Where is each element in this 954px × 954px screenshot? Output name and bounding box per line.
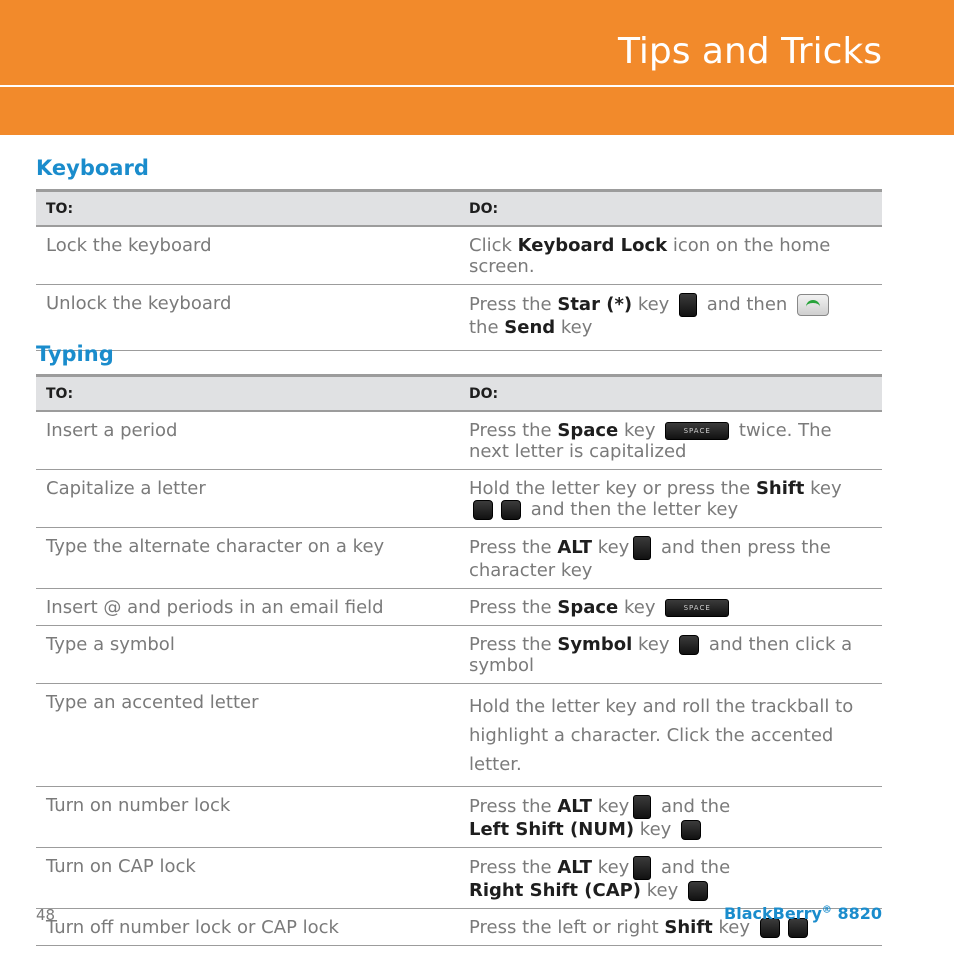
row-task: Turn on CAP lock bbox=[36, 848, 459, 909]
alt-key-icon bbox=[633, 536, 651, 560]
row-task: Insert @ and periods in an email field bbox=[36, 589, 459, 626]
row-task: Lock the keyboard bbox=[36, 226, 459, 285]
column-header-to: TO: bbox=[36, 376, 459, 412]
star-key-icon bbox=[679, 293, 697, 317]
row-action: Click Keyboard Lock icon on the home screen. bbox=[459, 226, 882, 285]
row-action: Press the Symbol key and then click a symbol bbox=[459, 626, 882, 684]
page-number: 48 bbox=[36, 906, 56, 924]
table-row bbox=[36, 226, 882, 285]
section-heading-keyboard: Keyboard bbox=[36, 156, 149, 180]
column-header-do: DO: bbox=[459, 191, 882, 227]
space-key-icon: SPACE bbox=[665, 422, 729, 440]
row-action: Press the Star (*) key and then the Send key bbox=[459, 285, 882, 351]
row-action: Press the left or right Shift key bbox=[459, 909, 882, 946]
right-shift-key-icon bbox=[501, 500, 521, 520]
section-heading-typing: Typing bbox=[36, 342, 114, 366]
page-title: Tips and Tricks bbox=[617, 31, 882, 72]
table-row bbox=[36, 411, 882, 470]
row-task: Unlock the keyboard bbox=[36, 285, 459, 351]
row-action: Hold the letter key and roll the trackball to highlight a character. Click the accented letter. bbox=[459, 684, 882, 787]
row-action: Press the ALT key and the Right Shift (CAP) key bbox=[459, 848, 882, 909]
row-task: Type a symbol bbox=[36, 626, 459, 684]
table-header-row bbox=[36, 376, 882, 412]
table-row bbox=[36, 470, 882, 528]
symbol-key-icon bbox=[679, 635, 699, 655]
table-row bbox=[36, 589, 882, 626]
column-header-to: TO: bbox=[36, 191, 459, 227]
send-key-icon bbox=[797, 294, 829, 316]
right-shift-key-icon bbox=[688, 881, 708, 901]
row-action: Press the Space key SPACE twice. The next letter is capitalized bbox=[459, 411, 882, 470]
space-key-icon: SPACE bbox=[665, 599, 729, 617]
footer-brand: BlackBerry® 8820 bbox=[724, 904, 882, 923]
row-action: Hold the letter key or press the Shift key and then the letter key bbox=[459, 470, 882, 528]
keyboard-table bbox=[36, 189, 882, 351]
header-band bbox=[0, 87, 954, 135]
table-row bbox=[36, 285, 882, 351]
table-row bbox=[36, 626, 882, 684]
row-task: Capitalize a letter bbox=[36, 470, 459, 528]
left-shift-key-icon bbox=[473, 500, 493, 520]
alt-key-icon bbox=[633, 856, 651, 880]
row-task: Insert a period bbox=[36, 411, 459, 470]
row-task: Turn off number lock or CAP lock bbox=[36, 909, 459, 946]
table-header-row bbox=[36, 191, 882, 227]
table-row bbox=[36, 684, 882, 787]
row-action: Press the ALT key and then press the character key bbox=[459, 528, 882, 589]
left-shift-key-icon bbox=[681, 820, 701, 840]
alt-key-icon bbox=[633, 795, 651, 819]
row-action: Press the ALT key and the Left Shift (NUM) key bbox=[459, 787, 882, 848]
row-task: Type the alternate character on a key bbox=[36, 528, 459, 589]
row-action: Press the Space key SPACE bbox=[459, 589, 882, 626]
column-header-do: DO: bbox=[459, 376, 882, 412]
table-row bbox=[36, 528, 882, 589]
row-task: Turn on number lock bbox=[36, 787, 459, 848]
typing-table bbox=[36, 374, 882, 946]
row-task: Type an accented letter bbox=[36, 684, 459, 787]
table-row bbox=[36, 787, 882, 848]
table-row bbox=[36, 848, 882, 909]
